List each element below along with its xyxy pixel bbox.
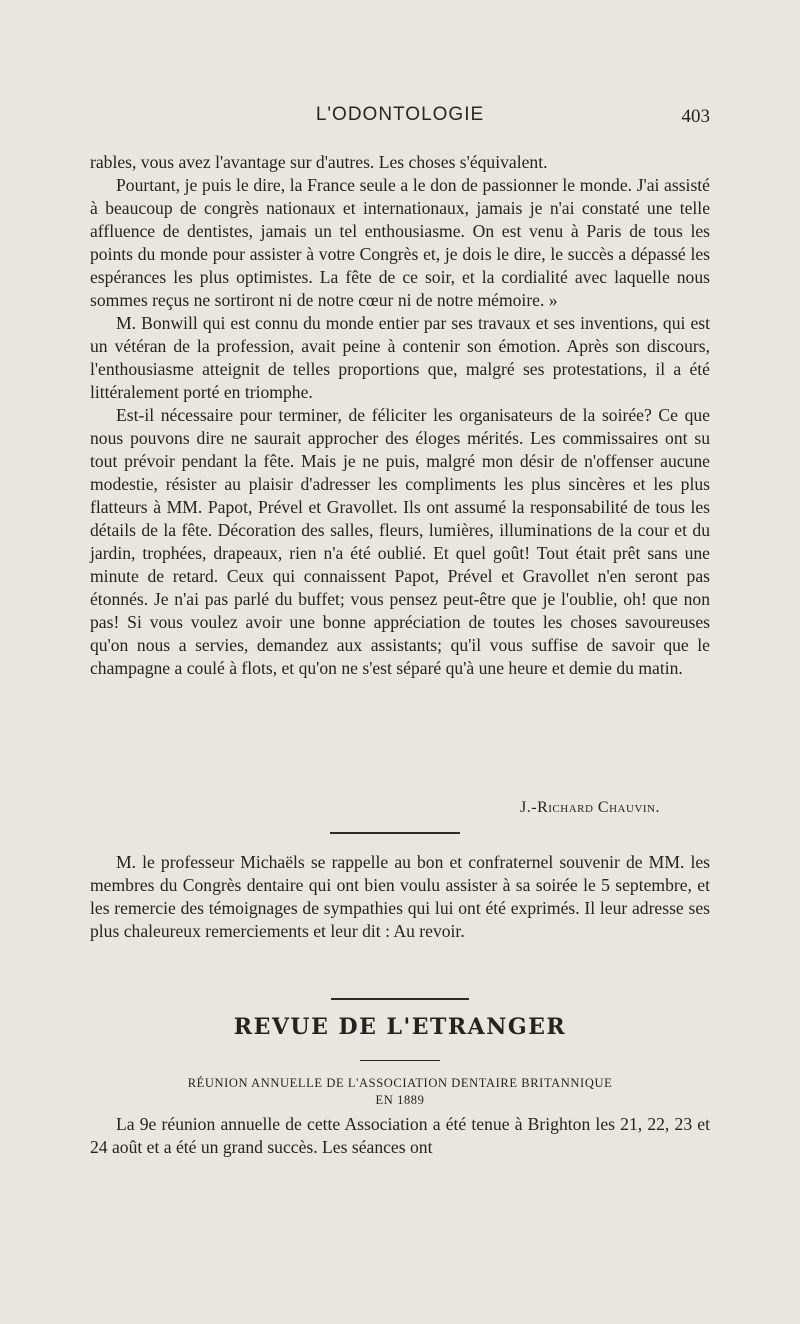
section-body	[90, 1113, 710, 1159]
subheading-line-2: EN 1889	[375, 1093, 425, 1107]
author-signature	[300, 799, 660, 817]
paragraph-1: rables, vous avez l'avantage sur d'autres. Les choses s'équivalent.	[90, 152, 548, 172]
section-subheading	[100, 1075, 700, 1109]
section-divider	[330, 832, 460, 834]
notice-paragraph: M. le professeur Michaëls se rappelle au bon et confraternel souvenir de MM. les membres du Congrès dentaire qui ont bien voulu assister à sa soirée le 5 septembre, et les remercie des témoignages de sympathies qui lui ont été exprimés. Il leur adresse ses plus chaleureux remerciements et leur dit : Au revoir.	[90, 852, 710, 941]
title-underline	[360, 1060, 440, 1061]
notice-block	[90, 851, 710, 943]
page-header	[90, 104, 710, 134]
section-paragraph: La 9e réunion annuelle de cette Association a été tenue à Brighton les 21, 22, 23 et 24 août et a été un grand succès. Les séances ont	[90, 1114, 710, 1157]
paragraph-3: M. Bonwill qui est connu du monde entier par ses travaux et ses inventions, qui est un vétéran de la profession, avait peine à contenir son émotion. Après son discours, l'enthousiasme atteignit de telles proportions que, malgré ses protestations, il a été littéralement porté en triomphe.	[90, 313, 710, 402]
signature-initial: J.-	[520, 799, 538, 816]
subheading-line-1: RÉUNION ANNUELLE DE L'ASSOCIATION DENTAIRE BRITANNIQUE	[187, 1076, 613, 1090]
section-divider	[331, 998, 469, 1000]
paragraph-4: Est-il nécessaire pour terminer, de féliciter les organisateurs de la soirée? Ce que nous pouvons dire ne saurait approcher des éloges mérités. Les commissaires ont su tout prévoir pendant la fête. Mais je ne puis, malgré mon désir de n'offenser aucune modestie, résister au plaisir d'adresser les compliments les plus sincères et les plus flatteurs à MM. Papot, Prével et Gravollet. Ils ont assumé la responsabilité de tous les détails de la fête. Décoration des salles, fleurs, lumières, illuminations de la cour et du jardin, trophées, drapeaux, rien n'a été oublié. Et quel goût! Tout était prêt sans une minute de retard. Ceux qui connaissent Papot, Prével et Gravollet n'en seront pas étonnés. Je n'ai pas parlé du buffet; vous pensez peut-être que je l'oublie, oh! que non pas! Si vous voulez avoir une bonne appréciation de toutes les choses savoureuses qu'on nous a servies, demandez aux assistants; qu'il vous suffise de savoir que le champagne a coulé à flots, et qu'on ne s'est séparé qu'à une heure et demie du matin.	[90, 405, 710, 678]
page-number: 403	[681, 106, 710, 127]
running-title: L'ODONTOLOGIE	[315, 104, 485, 125]
article-body	[90, 151, 710, 680]
signature-name: Richard Chauvin.	[537, 799, 660, 816]
paragraph-2: Pourtant, je puis le dire, la France seule a le don de passionner le monde. J'ai assisté à beaucoup de congrès nationaux et internationaux, jamais je n'ai constaté une telle affluence de dentistes, jamais un tel enthousiasme. On est venu à Paris de tous les points du monde pour assister à votre Congrès et, je dois le dire, le succès a dépassé les espérances les plus optimistes. La fête de ce soir, et la cordialité avec laquelle nous sommes reçus ne sortiront ni de notre cœur ni de notre mémoire. »	[90, 175, 710, 310]
section-title: REVUE DE L'ETRANGER	[233, 1014, 567, 1040]
